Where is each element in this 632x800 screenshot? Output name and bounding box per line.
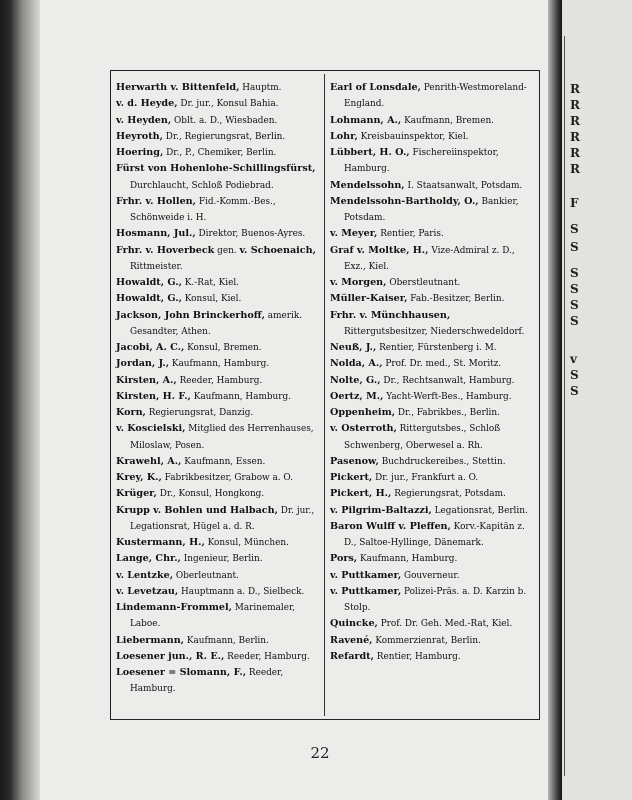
directory-entry — [116, 243, 319, 276]
page-number: 22 — [310, 744, 330, 762]
entry-description: Dr. jur., Frankfurt a. O. — [372, 473, 479, 483]
entry-name: Baron Wulff v. Pleffen, — [330, 520, 451, 532]
next-page-fragment: R — [570, 114, 580, 128]
entry-name: v. Puttkamer, — [330, 569, 402, 581]
entry-name: v. Heyden, — [116, 114, 172, 126]
entry-name: Quincke, — [330, 618, 378, 630]
right-column — [330, 80, 536, 665]
entry-description: Dr. jur., Legationsrat, Hügel a. d. R. — [130, 505, 315, 532]
entry-description: Kreisbauinspektor, Kiel. — [357, 131, 469, 142]
next-page-fragment: R — [570, 162, 580, 176]
entry-description: Korv.-Kapitän z. D., Saltoe-Hyllinge, Dänemark. — [344, 521, 525, 548]
directory-entry — [330, 470, 536, 486]
directory-entry — [330, 340, 536, 356]
entry-name: Kirsten, A., — [116, 374, 177, 386]
entry-name: Korn, — [116, 407, 146, 418]
directory-entry — [116, 503, 319, 536]
entry-name: Mendelssohn-Bartholdy, O., — [330, 195, 479, 207]
directory-entry — [330, 503, 536, 519]
next-page-fragment: v — [570, 352, 577, 366]
entry-description: Oberstleutnant. — [386, 278, 461, 288]
entry-name: Nolte, G., — [330, 374, 381, 386]
entry-name: Hoering, — [116, 147, 164, 158]
entry-description: Regierungsrat, Danzig. — [145, 408, 254, 418]
directory-entry — [330, 486, 536, 502]
left-column — [116, 80, 319, 698]
entry-name: Oppenheim, — [330, 407, 396, 418]
entry-description: gen. — [214, 245, 240, 256]
directory-entry — [116, 486, 319, 502]
entry-description: Konsul, Bremen. — [184, 343, 262, 353]
page-gutter-shadow — [548, 0, 562, 800]
entry-description: Oblt. a. D., Wiesbaden. — [171, 115, 278, 126]
entry-description: Bankier, Potsdam. — [344, 196, 519, 223]
entry-name: v. Koscielski, — [116, 423, 186, 435]
entry-name: Jordan, J., — [116, 358, 170, 370]
directory-entry — [116, 80, 319, 96]
entry-description: Rittmeister. — [130, 261, 183, 272]
directory-entry — [330, 421, 536, 454]
entry-description: Penrith-Westmoreland-England. — [344, 83, 527, 110]
next-page-fragment: R — [570, 130, 580, 144]
directory-entry — [330, 129, 536, 145]
entry-description: Regierungsrat, Potsdam. — [391, 489, 506, 500]
entry-description: Reeder, Hamburg. — [176, 375, 263, 386]
directory-entry — [116, 421, 319, 454]
entry-description: Kaufmann, Hamburg. — [357, 554, 458, 565]
entry-name: Fürst von Hohenlohe-Schillingsfürst, — [116, 163, 316, 175]
entry-description: Gouverneur. — [401, 570, 460, 581]
entry-description: Kommerzienrat, Berlin. — [372, 635, 481, 646]
directory-entry — [330, 80, 536, 113]
entry-description: Vize-Admiral z. D., Exz., Kiel. — [344, 245, 515, 272]
next-page-fragment: S — [570, 368, 579, 382]
directory-entry — [116, 145, 319, 161]
entry-description: Rentier, Fürstenberg i. M. — [376, 343, 497, 353]
directory-entry — [116, 356, 319, 372]
directory-entry — [330, 405, 536, 421]
directory-entry — [330, 194, 536, 227]
entry-name: Refardt, — [330, 650, 374, 662]
entry-name: Herwarth v. Bittenfeld, — [116, 82, 240, 93]
entry-description: Rentier, Hamburg. — [373, 651, 461, 662]
directory-entry — [116, 405, 319, 421]
directory-entry — [330, 226, 536, 242]
entry-name: Jackson, John Brinckerhoff, — [116, 309, 265, 321]
entry-description: Reeder, Hamburg. — [130, 668, 284, 695]
directory-entry — [330, 519, 536, 552]
directory-entry — [330, 633, 536, 649]
directory-entry — [116, 389, 319, 405]
directory-entry — [330, 649, 536, 665]
directory-entry — [116, 113, 319, 129]
directory-entry — [116, 161, 319, 194]
entry-description: Ingenieur, Berlin. — [180, 554, 263, 565]
entry-name: Krey, K., — [116, 472, 162, 483]
entry-description: Rentier, Paris. — [377, 229, 444, 240]
entry-description: Direktor, Buenos-Ayres. — [195, 229, 306, 240]
entry-description: Dr., Konsul, Hongkong. — [156, 489, 265, 500]
directory-entry — [330, 584, 536, 617]
directory-entry — [116, 454, 319, 470]
directory-entry — [116, 96, 319, 112]
directory-entry — [116, 633, 319, 649]
directory-entry — [330, 178, 536, 194]
directory-entry — [330, 243, 536, 276]
entry-description: Fischereiinspektor, Hamburg. — [344, 148, 499, 175]
directory-entry — [116, 470, 319, 486]
directory-entry — [330, 568, 536, 584]
directory-entry — [116, 568, 319, 584]
entry-name: Müller-Kaiser, — [330, 293, 408, 305]
entry-name: Howaldt, G., — [116, 277, 182, 288]
directory-entry — [116, 194, 319, 227]
entry-name: v. Schoenaich, — [239, 244, 316, 256]
entry-description: K.-Rat, Kiel. — [181, 278, 239, 288]
entry-name: Frhr. v. Hollen, — [116, 195, 196, 207]
next-page-fragment: S — [570, 240, 579, 254]
entry-description: Mitglied des Herrenhauses, Miloslaw, Posen. — [130, 424, 314, 451]
entry-name: Pors, — [330, 553, 358, 565]
entry-description: Dr., Regierungsrat, Berlin. — [162, 131, 286, 142]
directory-entry — [116, 535, 319, 551]
entry-description: Konsul, Kiel. — [181, 294, 242, 305]
column-divider — [324, 74, 325, 716]
entry-description: Dr. jur., Konsul Bahia. — [177, 99, 279, 110]
entry-description: Oberleutnant. — [173, 570, 239, 581]
entry-description: Marinemaler, Laboe. — [130, 603, 296, 630]
entry-description: Dr., Rechtsanwalt, Hamburg. — [380, 375, 515, 386]
book-spine-shadow — [0, 0, 40, 800]
entry-description: Prof. Dr. Geh. Med.-Rat, Kiel. — [377, 619, 513, 630]
entry-name: Loesener jun., R. E., — [116, 650, 225, 662]
directory-entry — [116, 275, 319, 291]
directory-entry — [330, 373, 536, 389]
entry-description: Reeder, Hamburg. — [224, 651, 310, 662]
entry-name: Mendelssohn, — [330, 179, 405, 191]
entry-name: Frhr. v. Hoverbeck — [116, 244, 215, 256]
entry-name: v. Puttkamer, — [330, 585, 402, 597]
directory-entry — [330, 145, 536, 178]
next-page-frame-line — [564, 36, 565, 776]
entry-name: Krawehl, A., — [116, 455, 182, 467]
entry-name: Kirsten, H. F., — [116, 390, 191, 402]
next-page-edge — [562, 0, 632, 800]
directory-entry — [330, 551, 536, 567]
entry-description: Dr., P., Chemiker, Berlin. — [163, 148, 277, 158]
entry-description: Kaufmann, Hamburg. — [190, 391, 292, 402]
next-page-fragment: S — [570, 384, 579, 398]
entry-description: Fabrikbesitzer, Grabow a. O. — [161, 473, 293, 483]
directory-entry — [116, 551, 319, 567]
entry-name: Krüger, — [116, 488, 157, 500]
entry-name: Graf v. Moltke, H., — [330, 244, 429, 256]
entry-name: Jacobi, A. C., — [116, 342, 185, 353]
directory-entry — [330, 113, 536, 129]
directory-entry — [330, 275, 536, 291]
directory-entry — [116, 291, 319, 307]
entry-description: Dr., Fabrikbes., Berlin. — [395, 408, 500, 418]
next-page-fragment: R — [570, 98, 580, 112]
next-page-fragment: S — [570, 266, 579, 280]
entry-name: Pickert, H., — [330, 488, 392, 500]
entry-name: Ravené, — [330, 634, 373, 646]
entry-description: Yacht-Werft-Bes., Hamburg. — [383, 391, 512, 402]
entry-name: Nolda, A., — [330, 358, 383, 370]
entry-description: amerik. Gesandter, Athen. — [130, 310, 303, 337]
entry-name: v. Morgen, — [330, 277, 387, 288]
directory-entry — [116, 584, 319, 600]
directory-entry — [116, 649, 319, 665]
directory-entry — [330, 356, 536, 372]
entry-name: Hosmann, Jul., — [116, 228, 196, 240]
entry-name: Lange, Chr., — [116, 553, 181, 565]
directory-entry — [116, 373, 319, 389]
entry-description: Kaufmann, Hamburg. — [169, 359, 270, 370]
directory-entry — [330, 308, 536, 341]
directory-entry — [330, 389, 536, 405]
next-page-fragment: S — [570, 314, 579, 328]
directory-entry — [330, 291, 536, 307]
entry-name: v. Meyer, — [330, 228, 378, 240]
entry-description: Fid.-Komm.-Bes., Schönweide i. H. — [130, 196, 276, 223]
entry-description: Legationsrat, Berlin. — [431, 505, 528, 516]
entry-description: I. Staatsanwalt, Potsdam. — [404, 180, 523, 191]
entry-name: Lohmann, A., — [330, 114, 402, 126]
entry-name: Liebermann, — [116, 634, 185, 646]
next-page-fragment: S — [570, 282, 579, 296]
entry-description: Hauptm. — [239, 83, 282, 93]
entry-description: Durchlaucht, Schloß Podiebrad. — [130, 180, 274, 191]
entry-name: Pickert, — [330, 472, 373, 483]
next-page-fragment: F — [570, 196, 579, 210]
directory-entry — [116, 340, 319, 356]
directory-entry — [116, 665, 319, 698]
entry-description: Buchdruckereibes., Stettin. — [378, 456, 506, 467]
entry-description: Polizei-Präs. a. D. Karzin b. Stolp. — [344, 586, 527, 613]
entry-name: Heyroth, — [116, 130, 163, 142]
directory-entry — [116, 600, 319, 633]
entry-name: Earl of Lonsdale, — [330, 82, 421, 93]
entry-name: Loesener = Slomann, F., — [116, 667, 247, 678]
entry-name: Lübbert, H. O., — [330, 147, 410, 158]
entry-name: v. Levetzau, — [116, 585, 179, 597]
directory-entry — [116, 308, 319, 341]
next-page-fragment: S — [570, 222, 579, 236]
entry-description: Hauptmann a. D., Sielbeck. — [178, 586, 305, 597]
entry-description: Kaufmann, Bremen. — [401, 115, 494, 126]
next-page-fragment: R — [570, 146, 580, 160]
entry-description: Rittergutsbesitzer, Niederschwedeldorf. — [344, 326, 525, 337]
directory-entry — [330, 454, 536, 470]
directory-entry — [116, 129, 319, 145]
entry-name: v. Pilgrim-Baltazzi, — [330, 504, 432, 516]
entry-name: v. Lentzke, — [116, 569, 174, 581]
next-page-fragment: S — [570, 298, 579, 312]
entry-name: Kustermann, H., — [116, 537, 205, 548]
entry-description: Konsul, München. — [204, 538, 289, 548]
entry-name: Krupp v. Bohlen und Halbach, — [116, 504, 278, 516]
entry-name: Neuß, J., — [330, 342, 377, 353]
entry-description: Kaufmann, Berlin. — [184, 635, 269, 646]
directory-entry — [330, 616, 536, 632]
entry-name: v. Osterroth, — [330, 423, 397, 435]
entry-name: Lindemann-Frommel, — [116, 602, 232, 613]
directory-entry — [116, 226, 319, 242]
entry-description: Rittergutsbes., Schloß Schwenberg, Oberwesel a. Rh. — [344, 424, 501, 451]
entry-description: Kaufmann, Essen. — [181, 456, 266, 467]
entry-name: Howaldt, G., — [116, 293, 182, 305]
entry-name: Pasenow, — [330, 455, 379, 467]
entry-description: Prof. Dr. med., St. Moritz. — [382, 359, 502, 370]
entry-name: v. d. Heyde, — [116, 98, 178, 110]
entry-name: Oertz, M., — [330, 390, 384, 402]
entry-name: Frhr. v. Münchhausen, — [330, 309, 451, 321]
entry-description: Fab.-Besitzer, Berlin. — [407, 294, 505, 305]
entry-name: Lohr, — [330, 130, 358, 142]
next-page-fragment: R — [570, 82, 580, 96]
